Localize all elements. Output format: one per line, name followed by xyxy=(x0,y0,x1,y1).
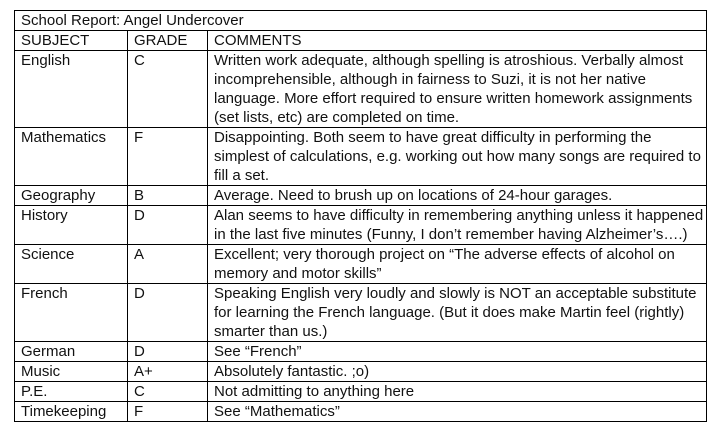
report-table xyxy=(14,10,707,422)
subject-cell: Mathematics xyxy=(15,128,128,186)
title-row xyxy=(15,11,707,31)
subject-cell: French xyxy=(15,284,128,342)
header-subject: SUBJECT xyxy=(15,31,128,51)
comment-cell: Alan seems to have difficulty in remembering anything unless it happened in the last five minutes (Funny, I don’t remember having Alzheimer’s….) xyxy=(208,206,707,245)
table-row xyxy=(15,402,707,422)
comment-cell: Average. Need to brush up on locations of 24-hour garages. xyxy=(208,186,707,206)
comment-cell: Speaking English very loudly and slowly is NOT an acceptable substitute for learning the French language. (But it does make Martin feel (rightly) smarter than us.) xyxy=(208,284,707,342)
header-comments: COMMENTS xyxy=(208,31,707,51)
table-row xyxy=(15,342,707,362)
header-grade: GRADE xyxy=(128,31,208,51)
comment-cell: Absolutely fantastic. ;o) xyxy=(208,362,707,382)
subject-cell: Timekeeping xyxy=(15,402,128,422)
table-row xyxy=(15,362,707,382)
comment-cell: See “French” xyxy=(208,342,707,362)
table-row xyxy=(15,284,707,342)
grade-cell: F xyxy=(128,128,208,186)
table-row xyxy=(15,245,707,284)
subject-cell: Science xyxy=(15,245,128,284)
report-title: School Report: Angel Undercover xyxy=(15,11,707,31)
subject-cell: German xyxy=(15,342,128,362)
comment-cell: Written work adequate, although spelling is atroshious. Verbally almost incomprehensible, although in fairness to Suzi, it is not her native language. More effort required to ensure written homework assignments (set lists, etc) are completed on time. xyxy=(208,51,707,128)
grade-cell: A xyxy=(128,245,208,284)
grade-cell: B xyxy=(128,186,208,206)
comment-cell: Disappointing. Both seem to have great difficulty in performing the simplest of calculations, e.g. working out how many songs are required to fill a set. xyxy=(208,128,707,186)
grade-cell: A+ xyxy=(128,362,208,382)
table-row xyxy=(15,51,707,128)
subject-cell: Geography xyxy=(15,186,128,206)
grade-cell: D xyxy=(128,342,208,362)
table-row xyxy=(15,128,707,186)
table-row xyxy=(15,186,707,206)
comment-cell: Excellent; very thorough project on “The adverse effects of alcohol on memory and motor skills” xyxy=(208,245,707,284)
grade-cell: F xyxy=(128,402,208,422)
subject-cell: History xyxy=(15,206,128,245)
grade-cell: C xyxy=(128,382,208,402)
comment-cell: Not admitting to anything here xyxy=(208,382,707,402)
comment-cell: See “Mathematics” xyxy=(208,402,707,422)
grade-cell: D xyxy=(128,206,208,245)
table-row xyxy=(15,206,707,245)
subject-cell: English xyxy=(15,51,128,128)
header-row xyxy=(15,31,707,51)
grade-cell: D xyxy=(128,284,208,342)
subject-cell: Music xyxy=(15,362,128,382)
subject-cell: P.E. xyxy=(15,382,128,402)
table-row xyxy=(15,382,707,402)
grade-cell: C xyxy=(128,51,208,128)
report-sheet xyxy=(14,10,706,422)
